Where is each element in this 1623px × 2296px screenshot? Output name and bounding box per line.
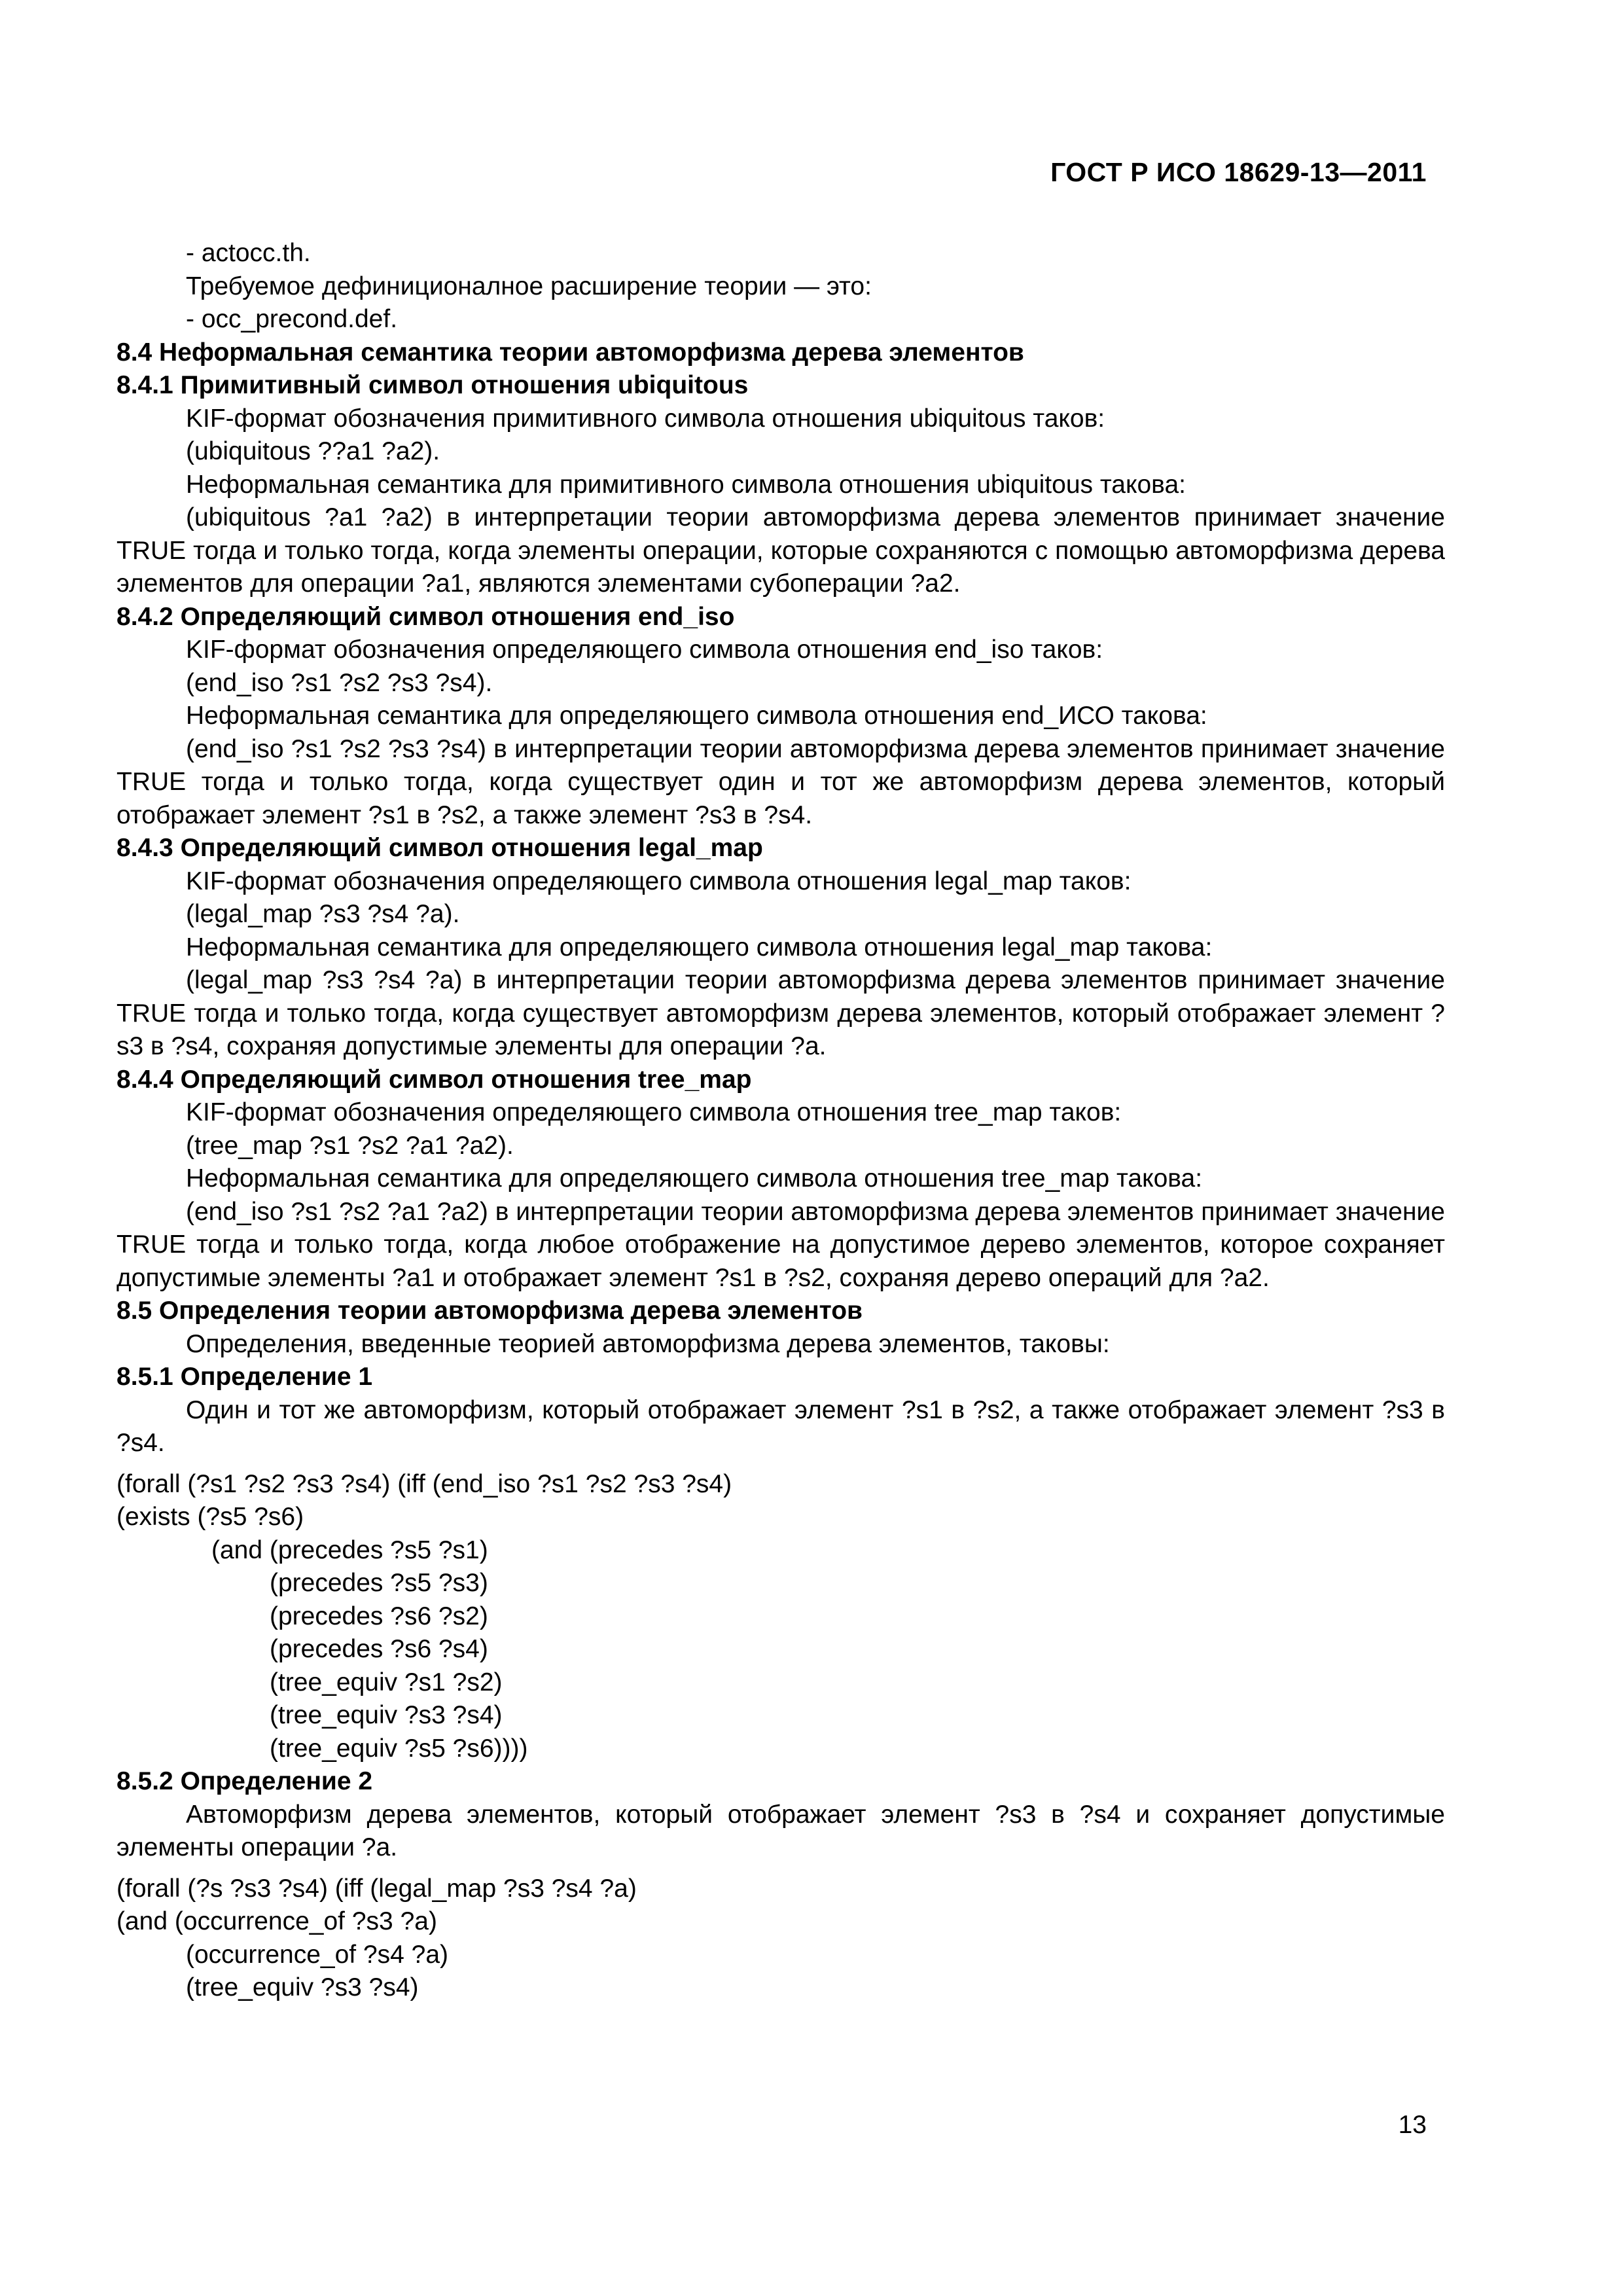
section-8-5-heading: 8.5 Определения теории автоморфизма дерева элементов — [116, 1297, 863, 1325]
section-8-5-2-para-1: Автоморфизм дерева элементов, который отображает элемент ?s3 в ?s4 и сохраняет допустимые элементы операции ?a. — [116, 1800, 1445, 1861]
intro-line-1: - actocc.th. — [186, 239, 311, 267]
code-line: (forall (?s ?s3 ?s4) (iff (legal_map ?s3 ?s4 ?a) — [116, 1874, 637, 1903]
section-8-4-1-para-4: (ubiquitous ?a1 ?a2) в интерпретации теории автоморфизма дерева элементов принимает значение TRUE тогда и только тогда, когда элементы операции, которые сохраняются с помощью автоморфизма дерева элементов для операции ?a1, являются элементами субоперации ?a2. — [116, 503, 1445, 598]
section-8-4-1-para-3: Неформальная семантика для примитивного символа отношения ubiquitous такова: — [186, 470, 1186, 499]
code-line: (tree_equiv ?s3 ?s4) — [270, 1701, 503, 1729]
code-line: (tree_equiv ?s5 ?s6)))) — [270, 1734, 528, 1763]
section-8-5-1-heading: 8.5.1 Определение 1 — [116, 1363, 373, 1391]
code-line: (precedes ?s5 ?s3) — [270, 1569, 488, 1597]
section-8-4-3-heading: 8.4.3 Определяющий символ отношения legal_map — [116, 834, 763, 862]
intro-line-3: - occ_precond.def. — [186, 305, 398, 333]
section-8-4-4-para-4: (end_iso ?s1 ?s2 ?a1 ?a2) в интерпретации теории автоморфизма дерева элементов принимает значение TRUE тогда и только тогда, когда любое отображение на допустимое дерево элементов, которое сохраняет допустимые элементы ?a1 и отображает элемент ?s1 в ?s2, сохраняя дерево операций для ?a2. — [116, 1197, 1445, 1292]
section-8-4-3-para-4: (legal_map ?s3 ?s4 ?a) в интерпретации теории автоморфизма дерева элементов принимает значение TRUE тогда и только тогда, когда существует автоморфизм дерева элементов, который отображает элемент ?s3 в ?s4, сохраняя допустимые элементы для операции ?a. — [116, 966, 1445, 1060]
code-line: (tree_equiv ?s1 ?s2) — [270, 1668, 503, 1696]
code-line: (and (precedes ?s5 ?s1) — [211, 1535, 488, 1564]
section-8-4-heading: 8.4 Неформальная семантика теории автоморфизма дерева элементов — [116, 338, 1024, 367]
section-8-4-4-heading: 8.4.4 Определяющий символ отношения tree_map — [116, 1065, 752, 1094]
page-number: 13 — [1398, 2111, 1427, 2139]
section-8-4-2-heading: 8.4.2 Определяющий символ отношения end_iso — [116, 602, 735, 631]
section-8-4-4-para-1: KIF-формат обозначения определяющего символа отношения tree_map таков: — [186, 1098, 1122, 1126]
section-8-4-4-para-2: (tree_map ?s1 ?s2 ?a1 ?a2). — [186, 1131, 514, 1160]
section-8-4-2-para-1: KIF-формат обозначения определяющего символа отношения end_iso таков: — [186, 636, 1103, 664]
section-8-4-1-para-2: (ubiquitous ??a1 ?a2). — [186, 437, 440, 465]
section-8-4-2-para-4: (end_iso ?s1 ?s2 ?s3 ?s4) в интерпретации теории автоморфизма дерева элементов принимает значение TRUE тогда и только тогда, когда существует один и тот же автоморфизм дерева элементов, который отображает элемент ?s1 в ?s2, а также элемент ?s3 в ?s4. — [116, 734, 1445, 829]
code-line: (and (occurrence_of ?s3 ?a) — [116, 1907, 437, 1935]
section-8-5-para-1: Определения, введенные теорией автоморфизма дерева элементов, таковы: — [186, 1329, 1110, 1358]
section-8-4-1-heading: 8.4.1 Примитивный символ отношения ubiquitous — [116, 371, 749, 399]
section-8-4-2-para-3: Неформальная семантика для определяющего символа отношения end_ИСО такова: — [186, 702, 1207, 730]
section-8-4-3-para-1: KIF-формат обозначения определяющего символа отношения legal_map таков: — [186, 867, 1132, 895]
section-8-4-3-para-3: Неформальная семантика для определяющего символа отношения legal_map такова: — [186, 933, 1213, 961]
intro-line-2: Требуемое дефиниционалное расширение теории — это: — [186, 272, 872, 300]
section-8-4-4-para-3: Неформальная семантика для определяющего символа отношения tree_map такова: — [186, 1164, 1203, 1193]
document-body — [116, 237, 1445, 2005]
document-header: ГОСТ Р ИСО 18629-13—2011 — [1050, 157, 1427, 187]
section-8-4-1-para-1: KIF-формат обозначения примитивного символа отношения ubiquitous таков: — [186, 404, 1105, 433]
section-8-4-3-para-2: (legal_map ?s3 ?s4 ?a). — [186, 900, 460, 928]
code-line: (precedes ?s6 ?s4) — [270, 1635, 488, 1663]
code-line: (occurrence_of ?s4 ?a) — [186, 1940, 449, 1969]
code-line: (precedes ?s6 ?s2) — [270, 1602, 488, 1630]
section-8-5-1-para-1: Один и тот же автоморфизм, который отображает элемент ?s1 в ?s2, а также отображает элемент ?s3 в ?s4. — [116, 1395, 1445, 1457]
definition-1-code-block — [116, 1468, 1445, 1766]
code-line: (tree_equiv ?s3 ?s4) — [186, 1973, 419, 2001]
section-8-4-2-para-2: (end_iso ?s1 ?s2 ?s3 ?s4). — [186, 668, 493, 697]
section-8-5-2-heading: 8.5.2 Определение 2 — [116, 1767, 373, 1795]
code-line: (forall (?s1 ?s2 ?s3 ?s4) (iff (end_iso ?s1 ?s2 ?s3 ?s4) — [116, 1469, 732, 1498]
definition-2-code-block — [116, 1873, 1445, 2005]
code-line: (exists (?s5 ?s6) — [116, 1503, 304, 1531]
